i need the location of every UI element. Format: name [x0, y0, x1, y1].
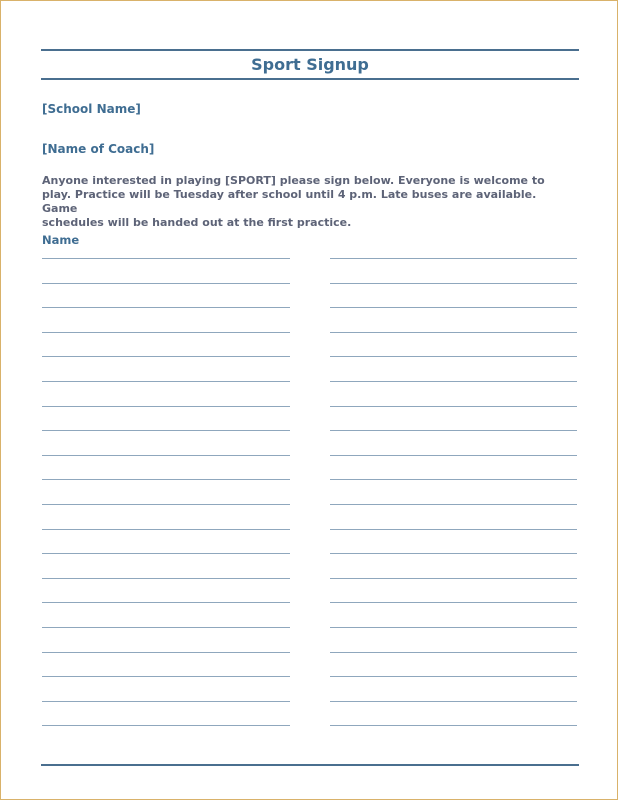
signup-line[interactable] — [330, 652, 577, 653]
coach-name-field[interactable]: [Name of Coach] — [42, 142, 155, 156]
signup-line[interactable] — [330, 332, 577, 333]
signup-line[interactable] — [330, 504, 577, 505]
signup-line[interactable] — [42, 553, 290, 554]
signup-line[interactable] — [42, 283, 290, 284]
signup-lines — [1, 1, 617, 799]
intro-line-1: Anyone interested in playing [SPORT] please sign below. Everyone is welcome to — [42, 174, 545, 187]
signup-line[interactable] — [42, 479, 290, 480]
signup-line[interactable] — [42, 725, 290, 726]
signup-line[interactable] — [330, 455, 577, 456]
signup-line[interactable] — [42, 258, 290, 259]
signup-line[interactable] — [330, 701, 577, 702]
signup-line[interactable] — [330, 578, 577, 579]
signup-line[interactable] — [42, 381, 290, 382]
name-column-heading: Name — [42, 233, 80, 247]
signup-line[interactable] — [330, 307, 577, 308]
signup-line[interactable] — [42, 430, 290, 431]
signup-line[interactable] — [330, 627, 577, 628]
signup-line[interactable] — [330, 258, 577, 259]
signup-line[interactable] — [42, 701, 290, 702]
signup-line[interactable] — [42, 676, 290, 677]
signup-line[interactable] — [42, 602, 290, 603]
signup-line[interactable] — [42, 332, 290, 333]
signup-line[interactable] — [42, 406, 290, 407]
signup-line[interactable] — [42, 307, 290, 308]
signup-line[interactable] — [330, 283, 577, 284]
signup-line[interactable] — [330, 406, 577, 407]
signup-line[interactable] — [42, 652, 290, 653]
signup-line[interactable] — [330, 602, 577, 603]
bottom-rule — [41, 764, 579, 766]
signup-line[interactable] — [42, 504, 290, 505]
signup-line[interactable] — [42, 578, 290, 579]
signup-line[interactable] — [42, 627, 290, 628]
signup-line[interactable] — [330, 529, 577, 530]
intro-line-2: play. Practice will be Tuesday after school until 4 p.m. Late buses are available. Game — [42, 188, 537, 215]
page-title: Sport Signup — [251, 55, 369, 74]
signup-line[interactable] — [330, 356, 577, 357]
signup-line[interactable] — [330, 381, 577, 382]
intro-line-3: schedules will be handed out at the first practice. — [42, 216, 352, 229]
signup-line[interactable] — [42, 529, 290, 530]
signup-line[interactable] — [330, 676, 577, 677]
signup-line[interactable] — [330, 553, 577, 554]
signup-line[interactable] — [42, 356, 290, 357]
signup-line[interactable] — [42, 455, 290, 456]
signup-line[interactable] — [330, 479, 577, 480]
school-name-field[interactable]: [School Name] — [42, 102, 141, 116]
signup-line[interactable] — [330, 430, 577, 431]
signup-line[interactable] — [330, 725, 577, 726]
